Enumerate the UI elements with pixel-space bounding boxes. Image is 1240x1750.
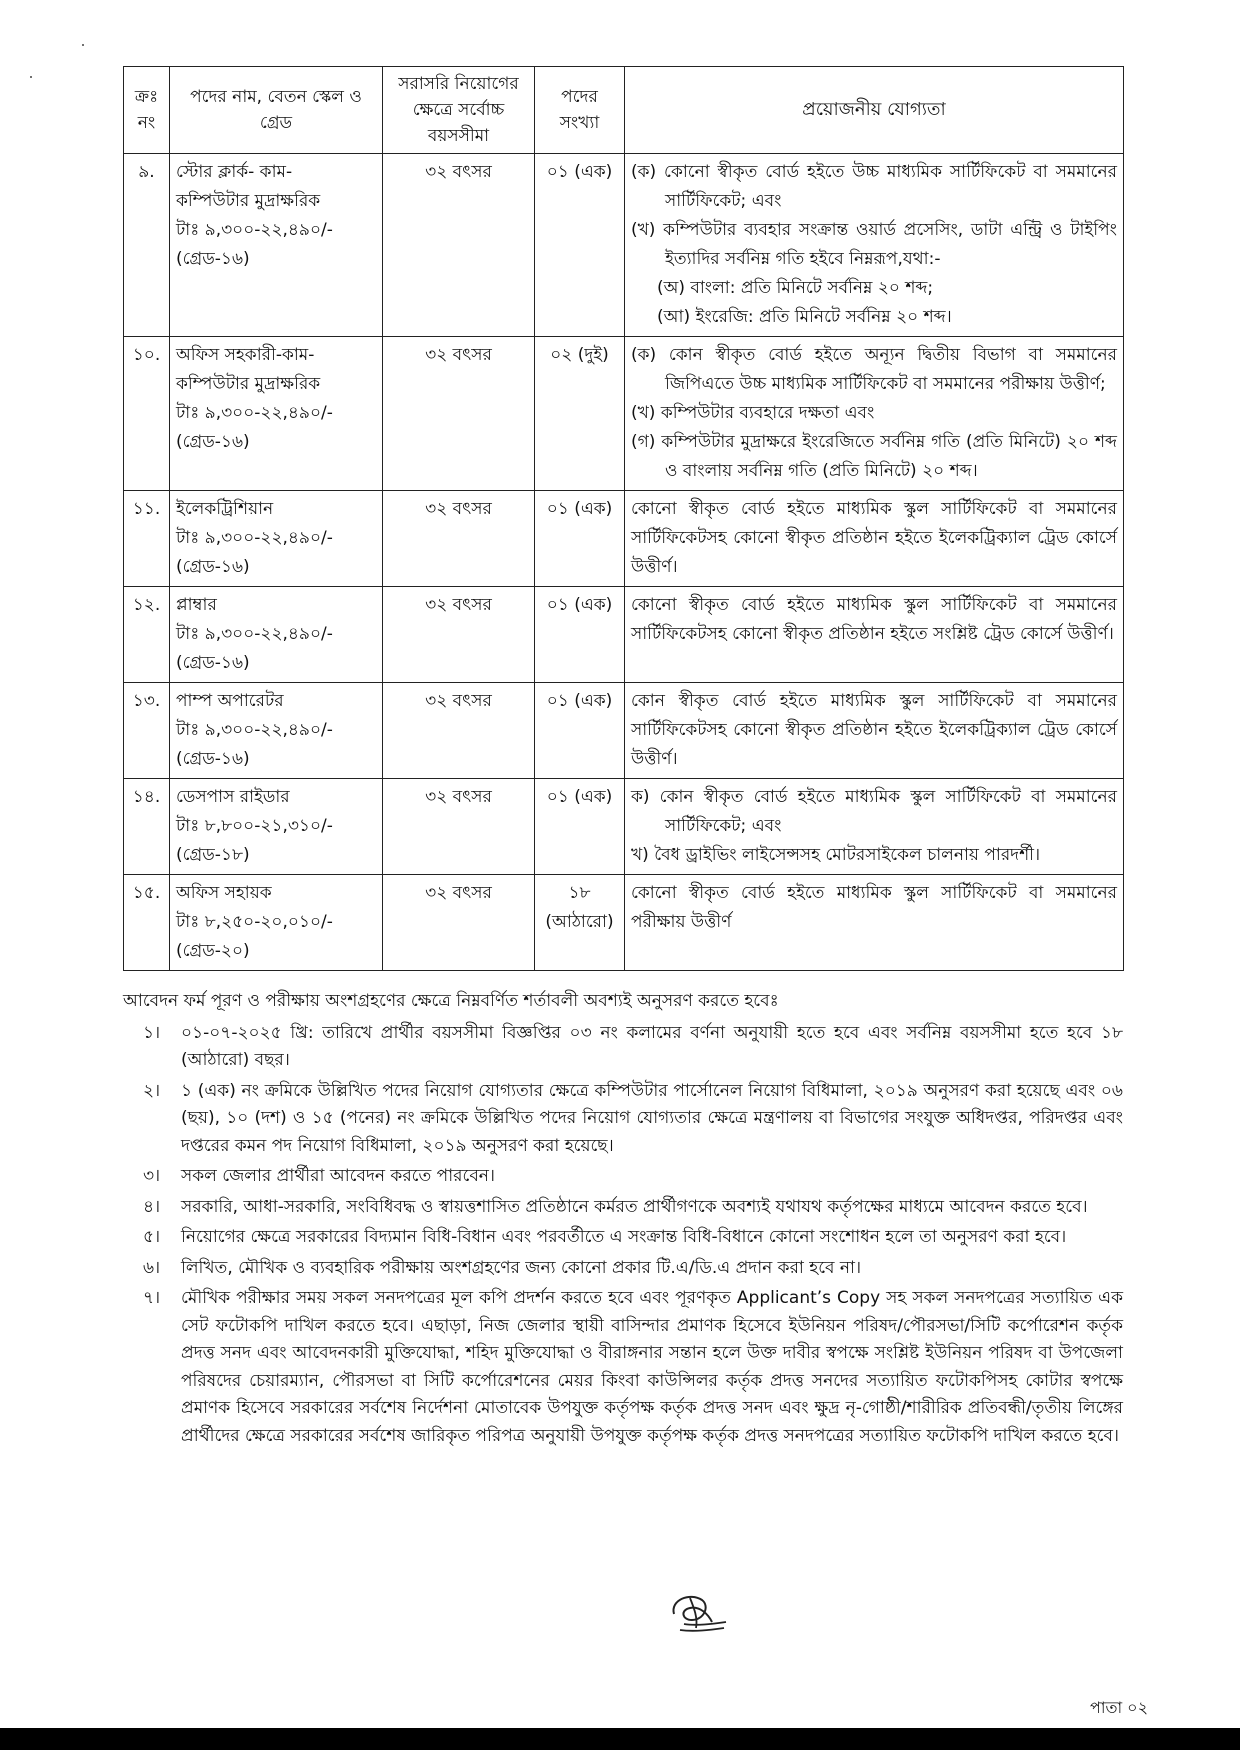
row-qualification bbox=[625, 683, 1124, 779]
row-post bbox=[170, 875, 383, 971]
table-row bbox=[124, 779, 1124, 875]
condition-item bbox=[123, 1078, 1123, 1161]
condition-text: নিয়োগের ক্ষেত্রে সরকারের বিদ্যমান বিধি-বিধান এবং পরবর্তীতে এ সংক্রান্ত বিধি-বিধানে কোনো সংশোধন হলে তা অনুসরণ করা হবে। bbox=[181, 1227, 1067, 1247]
post-line: (গ্রেড-১৬) bbox=[176, 749, 250, 769]
post-line: কম্পিউটার মুদ্রাক্ষরিক bbox=[176, 191, 321, 211]
row-post-count: ১৮ (আঠারো) bbox=[535, 875, 625, 971]
row-serial: ১১. bbox=[124, 491, 170, 587]
header-qualification: প্রয়োজনীয় যোগ্যতা bbox=[625, 67, 1124, 154]
condition-number: ২। bbox=[143, 1080, 161, 1101]
row-post bbox=[170, 491, 383, 587]
post-line: ডেসপাস রাইডার bbox=[176, 787, 290, 807]
qualification-item: (খ) কম্পিউটার ব্যবহারে দক্ষতা এবং bbox=[631, 403, 875, 423]
post-line: ইলেকট্রিশিয়ান bbox=[176, 499, 274, 519]
row-qualification bbox=[625, 875, 1124, 971]
condition-number: ৭। bbox=[143, 1288, 161, 1308]
header-serial: ক্রঃ নং bbox=[124, 67, 170, 154]
post-line: টাঃ ৯,৩০০-২২,৪৯০/- bbox=[176, 720, 333, 740]
row-age-limit: ৩২ বৎসর bbox=[383, 491, 535, 587]
row-serial: ১৪. bbox=[124, 779, 170, 875]
condition-text: ০১-০৭-২০২৫ খ্রি: তারিখে প্রার্থীর বয়সসীমা বিজ্ঞপ্তির ০৩ নং কলামের বর্ণনা অনুযায়ী হতে হবে এবং সর্বনিম্ন বয়সসীমা হতে হবে ১৮ (আঠারো) বছর। bbox=[181, 1022, 1123, 1070]
post-line: টাঃ ৯,৩০০-২২,৪৯০/- bbox=[176, 624, 333, 644]
row-serial: ১২. bbox=[124, 587, 170, 683]
post-line: টাঃ ৮,৮০০-২১,৩১০/- bbox=[176, 816, 333, 836]
qualification-item: কোনো স্বীকৃত বোর্ড হইতে মাধ্যমিক স্কুল সার্টিফিকেট বা সমমানের পরীক্ষায় উত্তীর্ণ bbox=[631, 883, 1117, 932]
condition-item bbox=[123, 1163, 1123, 1191]
condition-item bbox=[123, 1255, 1123, 1283]
qualification-item: কোনো স্বীকৃত বোর্ড হইতে মাধ্যমিক স্কুল সার্টিফিকেট বা সমমানের সার্টিফিকেটসহ কোনো স্বীকৃত প্রতিষ্ঠান হইতে ইলেকট্রিক্যাল ট্রেড কোর্সে উত্তীর্ণ। bbox=[631, 499, 1117, 577]
row-post bbox=[170, 154, 383, 337]
condition-text: লিখিত, মৌখিক ও ব্যবহারিক পরীক্ষায় অংশগ্রহণের জন্য কোনো প্রকার টি.এ/ডি.এ প্রদান করা হবে না। bbox=[181, 1257, 862, 1278]
post-line: (গ্রেড-১৮) bbox=[176, 845, 250, 865]
qualification-item: কোন স্বীকৃত বোর্ড হইতে মাধ্যমিক স্কুল সার্টিফিকেট বা সমমানের সার্টিফিকেটসহ কোনো স্বীকৃত প্রতিষ্ঠান হইতে ইলেকট্রিক্যাল ট্রেড কোর্সে উত্তীর্ণ। bbox=[631, 691, 1117, 769]
condition-item bbox=[123, 1194, 1123, 1222]
row-post-count: ০১ (এক) bbox=[535, 683, 625, 779]
table-row bbox=[124, 154, 1124, 337]
row-age-limit: ৩২ বৎসর bbox=[383, 337, 535, 491]
qualification-item: (ক) কোন স্বীকৃত বোর্ড হইতে অন্যূন দ্বিতীয় বিভাগ বা সমমানের জিপিএতে উচ্চ মাধ্যমিক সার্টিফিকেট বা সমমানের পরীক্ষায় উত্তীর্ণ; bbox=[631, 345, 1117, 394]
condition-text: মৌখিক পরীক্ষার সময় সকল সনদপত্রের মূল কপি প্রদর্শন করতে হবে এবং পূরণকৃত Applicant’s Copy সহ সকল সনদপত্রের সত্যায়িত এক সেট ফটোকপি দাখিল করতে হবে। এছাড়া, নিজ জেলার স্থায়ী বাসিন্দার প্রমাণক হিসেবে ইউনিয়ন পরিষদ/পৌরসভা/সিটি কর্পোরেশন কর্তৃক প্রদত্ত সনদ এবং আবেদনকারী মুক্তিযোদ্ধা, শহিদ মুক্তিযোদ্ধা ও বীরাঙ্গনার সন্তান হলে উক্ত দাবীর স্বপক্ষে সংশ্লিষ্ট ইউনিয়ন পরিষদ বা উপজেলা পরিষদের চেয়ারম্যান, পৌরসভা বা সিটি কর্পোরেশনের মেয়র কিংবা কাউন্সিলর কর্তৃক প্রদত্ত সনদের সত্যায়িত ফটোকপিসহ কোটার স্বপক্ষে প্রমাণক হিসেবে সরকারের সর্বশেষ নির্দেশনা মোতাবেক উপযুক্ত কর্তৃপক্ষ কর্তৃক প্রদত্ত সনদ এবং ক্ষুদ্র নৃ-গোষ্ঠী/শারীরিক প্রতিবন্ধী/তৃতীয় লিঙ্গের প্রার্থীদের ক্ষেত্রে সরকারের সর্বশেষ জারিকৃত পরিপত্র অনুযায়ী উপযুক্ত কর্তৃপক্ষ কর্তৃক প্রদত্ত সনদপত্রের সত্যায়িত ফটোকপি দাখিল করতে হবে। bbox=[181, 1288, 1123, 1446]
condition-number: ১। bbox=[143, 1022, 161, 1043]
condition-item bbox=[123, 1224, 1123, 1252]
condition-number: ৩। bbox=[143, 1166, 161, 1186]
post-line: পাম্প অপারেটর bbox=[176, 691, 284, 711]
row-serial: ১৫. bbox=[124, 875, 170, 971]
condition-text: ১ (এক) নং ক্রমিকে উল্লিখিত পদের নিয়োগ যোগ্যতার ক্ষেত্রে কম্পিউটার পার্সোনেল নিয়োগ বিধিমালা, ২০১৯ অনুসরণ করা হয়েছে এবং ০৬ (ছয়), ১০ (দশ) ও ১৫ (পনের) নং ক্রমিকে উল্লিখিত পদের নিয়োগ যোগ্যতার ক্ষেত্রে মন্ত্রণালয় বা বিভাগের সংযুক্ত অধিদপ্তর, পরিদপ্তর এবং দপ্তরের কমন পদ নিয়োগ বিধিমালা, ২০১৯ অনুসরণ করা হয়েছে। bbox=[181, 1080, 1123, 1156]
row-qualification bbox=[625, 337, 1124, 491]
condition-number: ৬। bbox=[143, 1257, 161, 1278]
row-post bbox=[170, 587, 383, 683]
header-count: পদের সংখ্যা bbox=[535, 67, 625, 154]
conditions-list bbox=[123, 1020, 1123, 1451]
post-line: (গ্রেড-১৬) bbox=[176, 653, 250, 673]
post-line: প্লাম্বার bbox=[176, 595, 217, 615]
post-line: অফিস সহকারী-কাম- bbox=[176, 345, 315, 365]
table-row bbox=[124, 875, 1124, 971]
row-serial: ১০. bbox=[124, 337, 170, 491]
condition-number: ৪। bbox=[143, 1196, 161, 1217]
condition-item bbox=[123, 1285, 1123, 1450]
qualification-item: ক) কোন স্বীকৃত বোর্ড হইতে মাধ্যমিক স্কুল সার্টিফিকেট বা সমমানের সার্টিফিকেট; এবং bbox=[631, 787, 1117, 836]
post-line: স্টোর ক্লার্ক- কাম- bbox=[176, 162, 293, 182]
posts-table bbox=[123, 66, 1124, 971]
qualification-item: (ক) কোনো স্বীকৃত বোর্ড হইতে উচ্চ মাধ্যমিক সার্টিফিকেট বা সমমানের সার্টিফিকেট; এবং bbox=[631, 162, 1117, 211]
row-qualification bbox=[625, 154, 1124, 337]
post-line: কম্পিউটার মুদ্রাক্ষরিক bbox=[176, 374, 321, 394]
post-line: (গ্রেড-১৬) bbox=[176, 557, 250, 577]
signature-image bbox=[660, 1580, 740, 1640]
condition-item bbox=[123, 1020, 1123, 1075]
condition-number: ৫। bbox=[143, 1227, 161, 1247]
row-post-count: ০১ (এক) bbox=[535, 779, 625, 875]
table-body bbox=[124, 154, 1124, 971]
qualification-item: খ) বৈধ ড্রাইভিং লাইসেন্সসহ মোটরসাইকেল চালনায় পারদর্শী। bbox=[631, 845, 1041, 865]
post-line: অফিস সহায়ক bbox=[176, 883, 272, 903]
row-post bbox=[170, 683, 383, 779]
post-line: টাঃ ৮,২৫০-২০,০১০/- bbox=[176, 912, 333, 932]
condition-text: সরকারি, আধা-সরকারি, সংবিধিবদ্ধ ও স্বায়ত্তশাসিত প্রতিষ্ঠানে কর্মরত প্রার্থীগণকে অবশ্যই যথাযথ কর্তৃপক্ষের মাধ্যমে আবেদন করতে হবে। bbox=[181, 1196, 1088, 1217]
post-line: টাঃ ৯,৩০০-২২,৪৯০/- bbox=[176, 220, 333, 240]
qualification-item: (আ) ইংরেজি: প্রতি মিনিটে সর্বনিম্ন ২০ শব্দ। bbox=[657, 307, 952, 327]
table-row bbox=[124, 587, 1124, 683]
page-number: পাতা ০২ bbox=[1089, 1698, 1148, 1717]
scan-bottom-band bbox=[0, 1728, 1240, 1750]
row-post bbox=[170, 779, 383, 875]
row-serial: ৯. bbox=[124, 154, 170, 337]
qualification-item: কোনো স্বীকৃত বোর্ড হইতে মাধ্যমিক স্কুল সার্টিফিকেট বা সমমানের সার্টিফিকেটসহ কোনো স্বীকৃত প্রতিষ্ঠান হইতে সংশ্লিষ্ট ট্রেড কোর্সে উত্তীর্ণ। bbox=[631, 595, 1117, 644]
row-post-count: ০১ (এক) bbox=[535, 587, 625, 683]
qualification-item: (গ) কম্পিউটার মুদ্রাক্ষরে ইংরেজিতে সর্বনিম্ন গতি (প্রতি মিনিটে) ২০ শব্দ ও বাংলায় সর্বনিম্ন গতি (প্রতি মিনিটে) ২০ শব্দ। bbox=[631, 432, 1117, 481]
scan-speck bbox=[30, 76, 32, 78]
scan-speck bbox=[82, 44, 84, 46]
table-header-row bbox=[124, 67, 1124, 154]
header-age: সরাসরি নিয়োগের ক্ষেত্রে সর্বোচ্চ বয়সসীমা bbox=[383, 67, 535, 154]
qualification-item: (খ) কম্পিউটার ব্যবহার সংক্রান্ত ওয়ার্ড প্রসেসিং, ডাটা এন্ট্রি ও টাইপিং ইত্যাদির সর্বনিম্ন গতি হইবে নিম্নরূপ,যথা:- bbox=[631, 220, 1117, 269]
header-post: পদের নাম, বেতন স্কেল ও গ্রেড bbox=[170, 67, 383, 154]
row-qualification bbox=[625, 779, 1124, 875]
row-qualification bbox=[625, 491, 1124, 587]
row-post-count: ০১ (এক) bbox=[535, 491, 625, 587]
post-line: (গ্রেড-১৬) bbox=[176, 249, 250, 269]
row-age-limit: ৩২ বৎসর bbox=[383, 779, 535, 875]
post-line: (গ্রেড-১৬) bbox=[176, 432, 250, 452]
row-post bbox=[170, 337, 383, 491]
post-line: টাঃ ৯,৩০০-২২,৪৯০/- bbox=[176, 403, 333, 423]
row-post-count: ০২ (দুই) bbox=[535, 337, 625, 491]
row-age-limit: ৩২ বৎসর bbox=[383, 683, 535, 779]
table-row bbox=[124, 337, 1124, 491]
row-age-limit: ৩২ বৎসর bbox=[383, 154, 535, 337]
conditions-section bbox=[123, 988, 1123, 1453]
row-serial: ১৩. bbox=[124, 683, 170, 779]
row-age-limit: ৩২ বৎসর bbox=[383, 875, 535, 971]
condition-text: সকল জেলার প্রার্থীরা আবেদন করতে পারবেন। bbox=[181, 1166, 496, 1186]
table-row bbox=[124, 491, 1124, 587]
row-qualification bbox=[625, 587, 1124, 683]
qualification-item: (অ) বাংলা: প্রতি মিনিটে সর্বনিম্ন ২০ শব্দ; bbox=[657, 278, 934, 298]
conditions-intro: আবেদন ফর্ম পূরণ ও পরীক্ষায় অংশগ্রহণের ক্ষেত্রে নিম্নবর্ণিত শর্তাবলী অবশ্যই অনুসরণ করতে হবেঃ bbox=[123, 991, 779, 1011]
post-line: টাঃ ৯,৩০০-২২,৪৯০/- bbox=[176, 528, 333, 548]
post-line: (গ্রেড-২০) bbox=[176, 941, 250, 961]
row-post-count: ০১ (এক) bbox=[535, 154, 625, 337]
row-age-limit: ৩২ বৎসর bbox=[383, 587, 535, 683]
table-row bbox=[124, 683, 1124, 779]
